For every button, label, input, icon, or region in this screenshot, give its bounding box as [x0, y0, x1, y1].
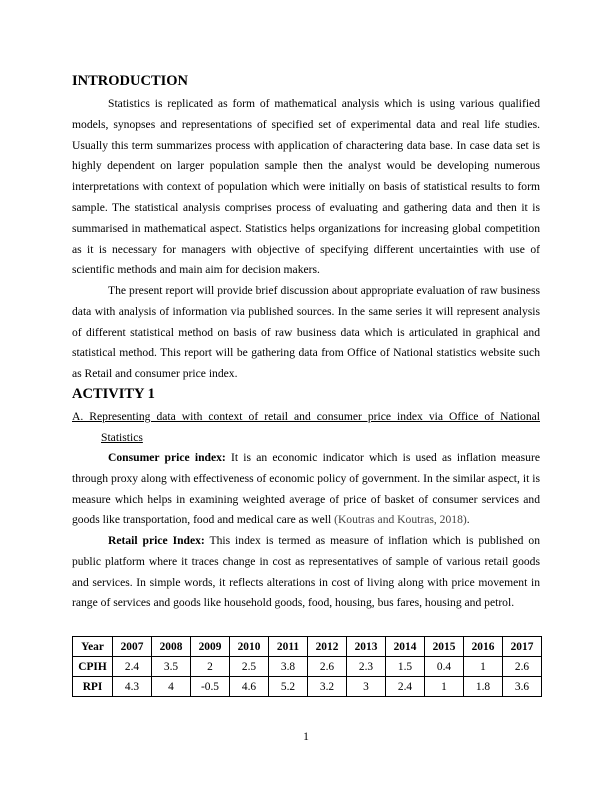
- table-cell: 3.6: [503, 677, 542, 697]
- table-cell: 2.3: [347, 657, 386, 677]
- activity-1-heading: ACTIVITY 1: [72, 386, 155, 402]
- price-index-table: [72, 636, 542, 697]
- cpi-label: Consumer price index:: [108, 451, 226, 464]
- table-cell: 2016: [464, 637, 503, 657]
- table-header-row: [73, 637, 542, 657]
- table-cell: 2.5: [230, 657, 269, 677]
- rpi-label: Retail price Index:: [108, 534, 205, 547]
- table-cell: 3.2: [308, 677, 347, 697]
- table-cell: 2009: [191, 637, 230, 657]
- table-cell: 1.5: [386, 657, 425, 677]
- table-cell: 4.3: [113, 677, 152, 697]
- table-cell: 4.6: [230, 677, 269, 697]
- cpi-citation: (Koutras and Koutras, 2018): [334, 513, 467, 527]
- table-cell: 2008: [152, 637, 191, 657]
- table-cell: 0.4: [425, 657, 464, 677]
- page-number: 1: [303, 730, 309, 743]
- cpi-end: .: [466, 513, 470, 527]
- table-cell: 2012: [308, 637, 347, 657]
- introduction-heading: INTRODUCTION: [72, 73, 189, 89]
- table-cell: 2010: [230, 637, 269, 657]
- table-cell: 2: [191, 657, 230, 677]
- table-cell: 3.5: [152, 657, 191, 677]
- section-a-subheading: A. Representing data with context of retail and consumer price index via Office of National Statistics: [72, 410, 540, 444]
- table-cell: 2.4: [113, 657, 152, 677]
- table-cell: 3.8: [269, 657, 308, 677]
- table-cell: 5.2: [269, 677, 308, 697]
- table-row-cpih: [73, 657, 542, 677]
- table-cell: 4: [152, 677, 191, 697]
- table-cell: 2013: [347, 637, 386, 657]
- table-cell: CPIH: [73, 657, 113, 677]
- table-cell: -0.5: [191, 677, 230, 697]
- intro-paragraph-1: Statistics is replicated as form of mathematical analysis which is using various qualified models, synopses and representations of specified set of experimental data and real life studies. Usually this term summarizes process with application of charactering data base. In case data set is highly dependent on larger population sample then the analyst would be developing numerous interpretations with context of population which were initially on basis of statistical results to form sample. The statistical analysis comprises process of evaluating and gathering data and then it is summarised in mathematical aspect. Statistics helps organizations for increasing global competition as it is necessary for managers with objective of specifying different uncertainties with use of scientific methods and main aim for decision makers.: [72, 97, 540, 277]
- rpi-paragraph: [72, 531, 540, 614]
- table-cell: RPI: [73, 677, 113, 697]
- table-cell: Year: [73, 637, 113, 657]
- cpi-paragraph: [72, 448, 540, 531]
- table-cell: 2.6: [503, 657, 542, 677]
- table-cell: 2014: [386, 637, 425, 657]
- table-cell: 3: [347, 677, 386, 697]
- intro-paragraph-2: The present report will provide brief discussion about appropriate evaluation of raw business data with analysis of information via published sources. In the same series it will represent analysis of different statistical method on basis of raw business data which is articulated in graphical and statistical method. This report will be gathering data from Office of National statistics website such as Retail and consumer price index.: [72, 284, 540, 381]
- table-cell: 1: [425, 677, 464, 697]
- table-cell: 2.4: [386, 677, 425, 697]
- table-cell: 1.8: [464, 677, 503, 697]
- cpi-text: It is an economic indicator which is used as inflation measure through proxy along with effectiveness of economic policy of government. In the similar aspect, it is measure which helps in examining weighted average of price of basket of consumer services and goods like transportation, food and medical care as well: [72, 451, 540, 527]
- rpi-text: This index is termed as measure of inflation which is published on public platform where it traces change in cost as representatives of sample of various retail goods and services. In simple words, it reflects alterations in cost of living along with price movement in range of services and goods like household goods, food, housing, bus fares, housing and petrol.: [72, 534, 540, 610]
- table-row-rpi: [73, 677, 542, 697]
- table-cell: 2011: [269, 637, 308, 657]
- table-cell: 2007: [113, 637, 152, 657]
- table-cell: 2.6: [308, 657, 347, 677]
- table-cell: 2015: [425, 637, 464, 657]
- table-cell: 2017: [503, 637, 542, 657]
- table-cell: 1: [464, 657, 503, 677]
